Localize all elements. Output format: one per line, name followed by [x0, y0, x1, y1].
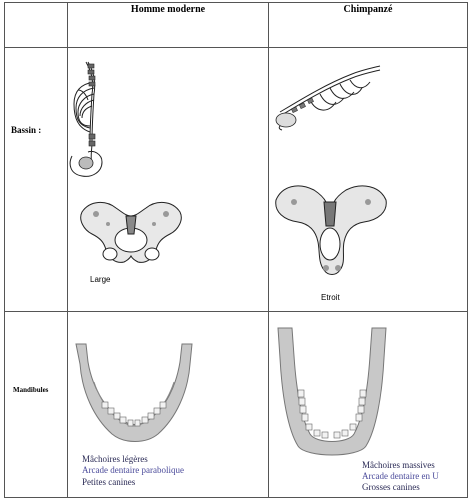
- header-human: Homme moderne: [130, 4, 206, 15]
- caption-chimp-pelvis: Etroit: [321, 293, 340, 302]
- human-jaw-line-2: Arcade dentaire parabolique: [82, 465, 184, 475]
- col-divider-2: [268, 2, 269, 498]
- table-border-left: [4, 2, 5, 498]
- row-divider: [4, 311, 468, 312]
- table-border-top: [4, 2, 468, 3]
- human-jaw-line-3: Petites canines: [82, 477, 136, 487]
- chimp-skeleton-figure: [270, 58, 382, 132]
- chimp-jaw-line-2: Arcade dentaire en U: [362, 471, 439, 481]
- human-skeleton-figure: [66, 60, 112, 178]
- table-border-bottom: [4, 497, 468, 498]
- row-label-pelvis: Bassin :: [11, 125, 42, 135]
- caption-human-pelvis: Large: [90, 275, 111, 284]
- human-jaw-line-1: Mâchoires légères: [82, 454, 148, 464]
- chimp-pelvis-figure: [274, 180, 388, 278]
- row-label-jaw: Mandibules: [13, 386, 49, 394]
- chimp-jaw-figure: [276, 326, 388, 460]
- human-jaw-figure: [72, 342, 198, 446]
- header-divider: [4, 47, 468, 48]
- chimp-jaw-line-3: Grosses canines: [362, 482, 420, 492]
- human-pelvis-figure: [78, 198, 184, 268]
- header-chimp: Chimpanzé: [343, 4, 393, 15]
- chimp-jaw-line-1: Mâchoires massives: [362, 460, 435, 470]
